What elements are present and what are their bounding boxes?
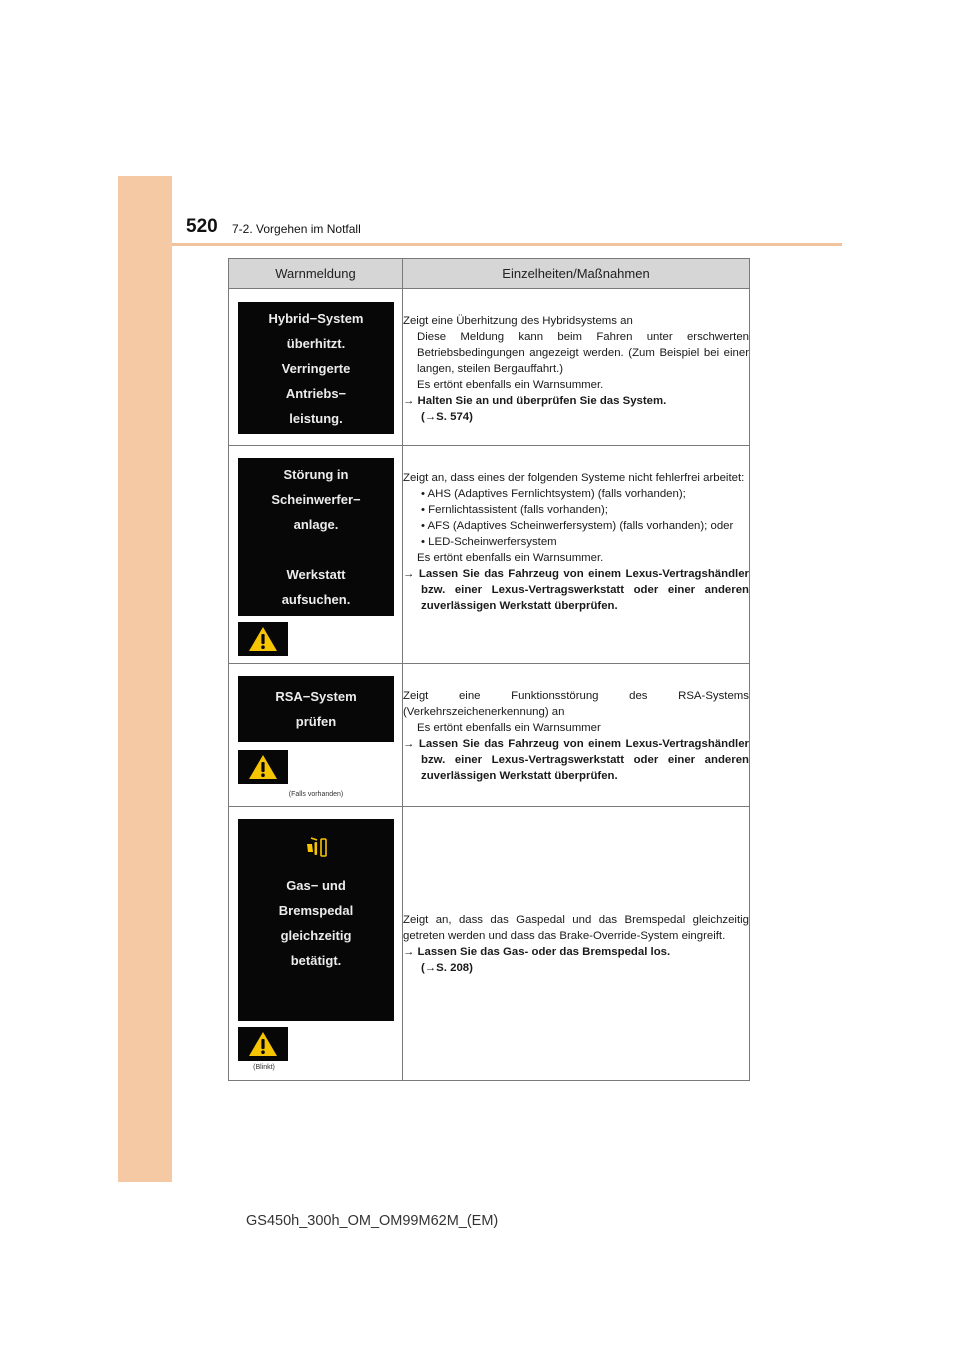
warning-cell	[229, 664, 403, 807]
side-color-band	[118, 176, 172, 1182]
description-text: Zeigt eine Überhitzung des Hybridsystems an	[403, 315, 633, 327]
list-item: • AHS (Adaptives Fernlichtsystem) (falls vorhanden);	[421, 488, 686, 500]
table-row	[229, 289, 750, 446]
document-code: GS450h_300h_OM_OM99M62M_(EM)	[246, 1213, 499, 1229]
page-reference: (→S. 574)	[421, 411, 473, 423]
warning-indicator	[238, 750, 288, 784]
list-item: • AFS (Adaptives Scheinwerfersystem) (falls vorhanden); oder	[421, 520, 734, 532]
list-item: • Fernlichtassistent (falls vorhanden);	[421, 504, 608, 516]
table-row	[229, 446, 750, 664]
detail-text: Es ertönt ebenfalls ein Warnsummer.	[417, 379, 604, 391]
page-number: 520	[186, 216, 218, 237]
warning-indicator	[238, 622, 288, 656]
detail-text: Diese Meldung kann beim Fahren unter erschwerten Betriebsbedingungen angezeigt werden. (Zum Beispiel bei einer langen, steilen Bergauffahrt.)	[417, 331, 749, 375]
display-screen: Störung in Scheinwerfer− anlage. Werkstatt aufsuchen.	[238, 458, 394, 616]
section-title: 7-2. Vorgehen im Notfall	[232, 222, 361, 236]
warning-message-table	[228, 258, 750, 1081]
description-text: Zeigt an, dass eines der folgenden Systeme nicht fehlerfrei arbeitet:	[403, 472, 745, 484]
warning-triangle-icon	[248, 1031, 278, 1057]
action-text: → Halten Sie an und überprüfen Sie das System.	[403, 395, 667, 407]
action-text: → Lassen Sie das Gas- oder das Bremspedal los.	[403, 945, 671, 958]
description-text: Zeigt eine Funktionsstörung des RSA-Systems (Verkehrszeichenerkennung) an	[403, 690, 749, 718]
display-screen: Gas− und Bremspedal gleichzeitig betätigt.	[238, 819, 394, 1021]
warning-cell	[229, 446, 403, 664]
availability-note: (Falls vorhanden)	[288, 791, 344, 798]
action-text: → Lassen Sie das Fahrzeug von einem Lexus-Vertragshändler bzw. einer Lexus-Vertragswerkstatt oder einer anderen zuverlässigen Werkstatt überprüfen.	[403, 738, 749, 782]
table-row	[229, 807, 750, 1081]
display-screen: RSA−System prüfen	[238, 676, 394, 742]
table-row	[229, 664, 750, 807]
details-cell	[403, 289, 750, 446]
detail-text: Es ertönt ebenfalls ein Warnsummer	[417, 722, 601, 734]
column-header-details: Einzelheiten/Maßnahmen	[403, 259, 750, 289]
details-cell	[403, 664, 750, 807]
details-cell	[403, 807, 750, 1081]
column-header-warning: Warnmeldung	[229, 259, 403, 289]
action-text: → Lassen Sie das Fahrzeug von einem Lexus-Vertragshändler bzw. einer Lexus-Vertragswerkstatt oder einer anderen zuverlässigen Werkstatt überprüfen.	[403, 568, 749, 612]
pedal-icon	[302, 836, 330, 860]
warning-triangle-icon	[248, 626, 278, 652]
description-text: Zeigt an, dass das Gaspedal und das Bremspedal gleichzeitig getreten werden und dass das Brake-Override-System eingreift.	[403, 913, 749, 942]
display-screen: Hybrid−System überhitzt. Verringerte Antriebs− leistung.	[238, 302, 394, 434]
warning-cell	[229, 289, 403, 446]
warning-triangle-icon	[248, 754, 278, 780]
details-cell	[403, 446, 750, 664]
warning-cell	[229, 807, 403, 1081]
page-reference: (→S. 208)	[421, 961, 473, 974]
list-item: • LED-Scheinwerfersystem	[421, 536, 557, 548]
header-rule	[172, 243, 842, 246]
table-header-row	[229, 259, 750, 289]
blink-note: (Blinkt)	[253, 1064, 275, 1071]
warning-indicator	[238, 1027, 288, 1061]
detail-text: Es ertönt ebenfalls ein Warnsummer.	[417, 552, 604, 564]
